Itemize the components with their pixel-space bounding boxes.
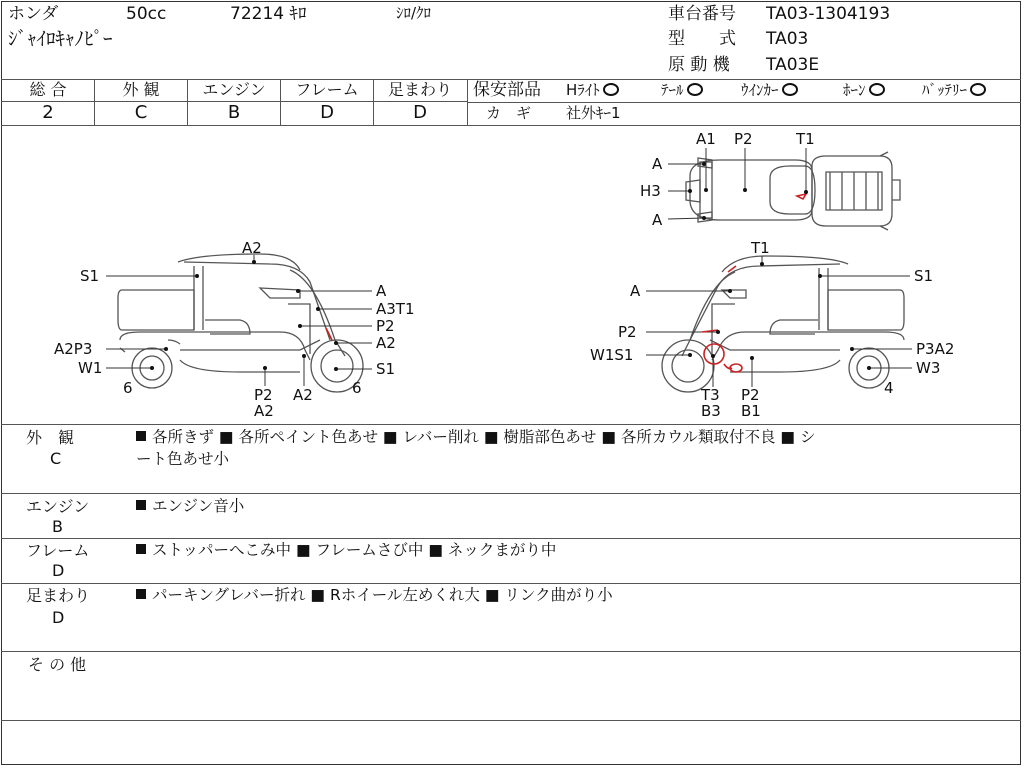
divider — [1, 493, 1021, 494]
label-left-s1-low: S1 — [376, 360, 396, 378]
label-right-w3: W3 — [916, 359, 941, 377]
safety-item-headlight: Hﾗｲﾄ — [566, 83, 619, 98]
divider — [1, 720, 1021, 721]
label-right-b3: B3 — [701, 402, 721, 420]
label-right-s1: S1 — [914, 267, 934, 285]
grade-label: 足まわり — [387, 80, 452, 99]
label-right-p2: P2 — [618, 323, 637, 341]
divider — [280, 79, 281, 125]
safety-item-horn: ﾎｰﾝ — [843, 83, 885, 98]
section-label-suspension: 足まわり — [26, 586, 91, 605]
divider — [1, 651, 1021, 652]
ok-circle-icon — [782, 83, 798, 96]
damage-marks — [326, 194, 806, 372]
section-label-exterior: 外 観 — [26, 428, 75, 447]
bullet-square-icon — [136, 431, 146, 441]
model-name: ｼﾞｬｲﾛｷｬﾉﾋﾟｰ — [8, 28, 113, 50]
section-text-frame: ストッパーへこみ中 ■ フレームさび中 ■ ネックまがり中 — [136, 543, 556, 559]
label-left-6b: 6 — [352, 379, 362, 397]
label-left-6a: 6 — [123, 379, 133, 397]
section-grade-suspension: D — [52, 608, 65, 627]
type-label: 型 式 — [668, 29, 736, 49]
safety-item-winker: ｳｲﾝｶｰ — [741, 83, 798, 98]
divider — [187, 79, 188, 125]
section-label-other: そ の 他 — [28, 655, 87, 674]
ok-circle-icon — [970, 83, 986, 96]
label-right-t3: T3 — [701, 386, 720, 404]
label-left-p2: P2 — [376, 317, 395, 335]
chassis-value: TA03-1304193 — [766, 4, 891, 24]
divider — [1, 424, 1021, 425]
key-value: 社外ｷｰ1 — [566, 104, 621, 122]
grade-value: C — [134, 102, 148, 123]
safety-item-battery: ﾊﾞｯﾃﾘｰ — [922, 83, 986, 98]
divider — [467, 79, 468, 125]
grade-label: エンジン — [202, 80, 266, 99]
label-left-a: A — [376, 282, 387, 300]
mileage: 72214 ｷﾛ — [230, 4, 307, 24]
section-text-exterior-cont: ート色あせ小 — [136, 450, 230, 468]
section-grade-frame: D — [52, 561, 65, 580]
label-right-4: 4 — [884, 379, 894, 397]
safety-item-tail: ﾃｰﾙ — [661, 83, 703, 98]
section-label-frame: フレーム — [26, 541, 90, 560]
label-left-a2-right: A2 — [376, 334, 396, 352]
section-grade-exterior: C — [50, 449, 62, 468]
label-top-t1: T1 — [796, 130, 815, 148]
label-left-p2-b: P2 — [254, 386, 273, 404]
color: ｼﾛ/ｸﾛ — [396, 4, 432, 22]
label-right-t1: T1 — [751, 239, 770, 257]
grade-label: 総 合 — [29, 80, 67, 99]
label-top-a-lower: A — [652, 211, 663, 229]
section-text-exterior: 各所きず ■ 各所ペイント色あせ ■ レバー削れ ■ 樹脂部色あせ ■ 各所カウル類取付不良 ■ シ — [136, 430, 815, 446]
label-top-p2: P2 — [734, 130, 753, 148]
divider — [1, 583, 1021, 584]
ok-circle-icon — [687, 83, 703, 96]
grade-label: フレーム — [295, 80, 359, 99]
section-text-suspension: パーキングレバー折れ ■ Rホイール左めくれ大 ■ リンク曲がり小 — [136, 588, 613, 604]
grade-value: B — [227, 102, 241, 123]
section-text-engine: エンジン音小 — [136, 499, 244, 515]
grade-label: 外 観 — [122, 80, 160, 99]
label-right-w1s1: W1S1 — [590, 346, 634, 364]
key-label: カ ギ — [486, 104, 532, 122]
label-top-a1: A1 — [696, 130, 716, 148]
ok-circle-icon — [603, 83, 619, 96]
section-label-engine: エンジン — [26, 497, 90, 516]
label-left-a2-top: A2 — [242, 239, 262, 257]
label-right-p3a2: P3A2 — [916, 340, 955, 358]
safety-label: 保安部品 — [473, 80, 541, 100]
ok-circle-icon — [869, 83, 885, 96]
top-view-outline — [686, 152, 900, 230]
label-left-a3t1: A3T1 — [376, 300, 415, 318]
type-value: TA03 — [766, 29, 809, 49]
divider — [94, 79, 95, 125]
label-left-a2p3: A2P3 — [54, 340, 93, 358]
left-view-outline — [118, 254, 363, 392]
bullet-square-icon — [136, 500, 146, 510]
section-grade-engine: B — [52, 517, 63, 536]
engine-label: 原 動 機 — [668, 55, 730, 75]
chassis-label: 車台番号 — [668, 4, 736, 24]
scooter-diagram — [0, 126, 1024, 424]
grade-value: D — [320, 102, 334, 123]
label-top-h3: H3 — [640, 182, 661, 200]
grade-value: 2 — [42, 102, 54, 123]
grade-value: D — [413, 102, 427, 123]
label-right-p2-b: P2 — [741, 386, 760, 404]
divider — [1, 538, 1021, 539]
divider — [373, 79, 374, 125]
bullet-square-icon — [136, 544, 146, 554]
label-left-a2-b: A2 — [254, 402, 274, 420]
engine-value: TA03E — [766, 55, 820, 75]
label-left-a2-c: A2 — [293, 386, 313, 404]
displacement: 50cc — [126, 4, 167, 24]
label-top-a-upper: A — [652, 155, 663, 173]
label-left-w1: W1 — [78, 359, 103, 377]
label-right-a: A — [630, 282, 641, 300]
bullet-square-icon — [136, 589, 146, 599]
label-left-s1: S1 — [80, 267, 100, 285]
label-right-b1: B1 — [741, 402, 761, 420]
maker: ホンダ — [8, 4, 59, 24]
divider — [467, 102, 1021, 103]
